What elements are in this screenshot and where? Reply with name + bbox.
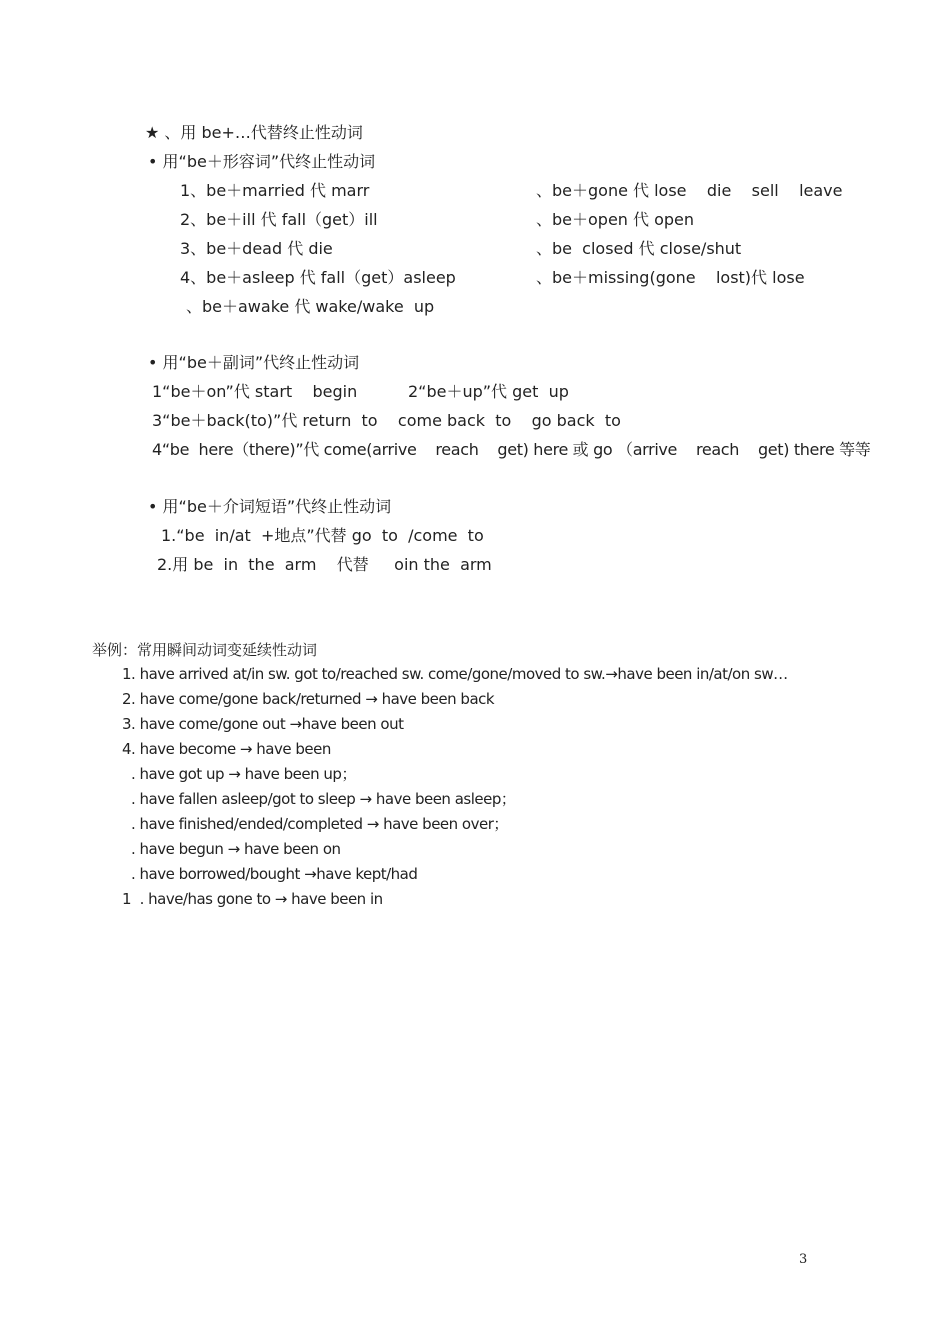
adjective-item-4: 4、be＋asleep 代 fall（get）asleep — [180, 268, 456, 287]
example-item-6: . have fallen asleep/got to sleep → have been asleep； — [131, 790, 516, 808]
adjective-item-3: 3、be＋dead 代 die — [180, 239, 333, 258]
example-item-7: . have finished/ended/completed → have been over； — [131, 815, 508, 833]
example-item-1: 1. have arrived at/in sw. got to/reached sw. come/gone/moved to sw.→have been in/at/on sw… — [122, 665, 788, 683]
sub-heading-adjective: • 用“be＋形容词”代终止性动词 — [148, 152, 376, 171]
adjective-item-2: 2、be＋ill 代 fall（get）ill — [180, 210, 378, 229]
adjective-item-5: 、be＋awake 代 wake/wake up — [186, 297, 435, 316]
sub-heading-adverb: • 用“be＋副词”代终止性动词 — [148, 353, 360, 372]
example-item-9: . have borrowed/bought →have kept/had — [131, 865, 418, 883]
example-item-5: . have got up → have been up； — [131, 765, 356, 783]
page-number: 3 — [799, 1252, 808, 1267]
example-item-2: 2. have come/gone back/returned → have been back — [122, 690, 495, 708]
adjective-item-right-2: 、be＋open 代 open — [536, 210, 695, 229]
adverb-item-1: 1“be＋on”代 start begin — [152, 382, 358, 401]
section-heading: ★ 、用 be+…代替终止性动词 — [145, 123, 363, 142]
prep-phrase-item-1: 1.“be in/at +地点”代替 go to /come to — [161, 526, 484, 545]
adverb-item-3: 3“be＋back(to)”代 return to come back to go back to — [152, 411, 621, 430]
adjective-item-1: 1、be＋married 代 marr — [180, 181, 370, 200]
adjective-item-right-4: 、be＋missing(gone lost)代 lose — [536, 268, 805, 287]
adverb-item-4: 4“be here（there)”代 come(arrive reach get) here 或 go （arrive reach get) there 等等 — [152, 440, 871, 459]
adjective-item-right-1: 、be＋gone 代 lose die sell leave — [536, 181, 843, 200]
example-item-8: . have begun → have been on — [131, 840, 341, 858]
adjective-item-right-3: 、be closed 代 close/shut — [536, 239, 742, 258]
adverb-item-2: 2“be＋up”代 get up — [408, 382, 569, 401]
example-item-3: 3. have come/gone out →have been out — [122, 715, 404, 733]
examples-title: 举例：常用瞬间动词变延续性动词 — [92, 641, 318, 659]
sub-heading-prep-phrase: • 用“be＋介词短语”代终止性动词 — [148, 497, 392, 516]
example-item-10: 1 . have/has gone to → have been in — [122, 890, 383, 908]
example-item-4: 4. have become → have been — [122, 740, 331, 758]
prep-phrase-item-2: 2.用 be in the arm 代替 oin the arm — [157, 555, 492, 574]
